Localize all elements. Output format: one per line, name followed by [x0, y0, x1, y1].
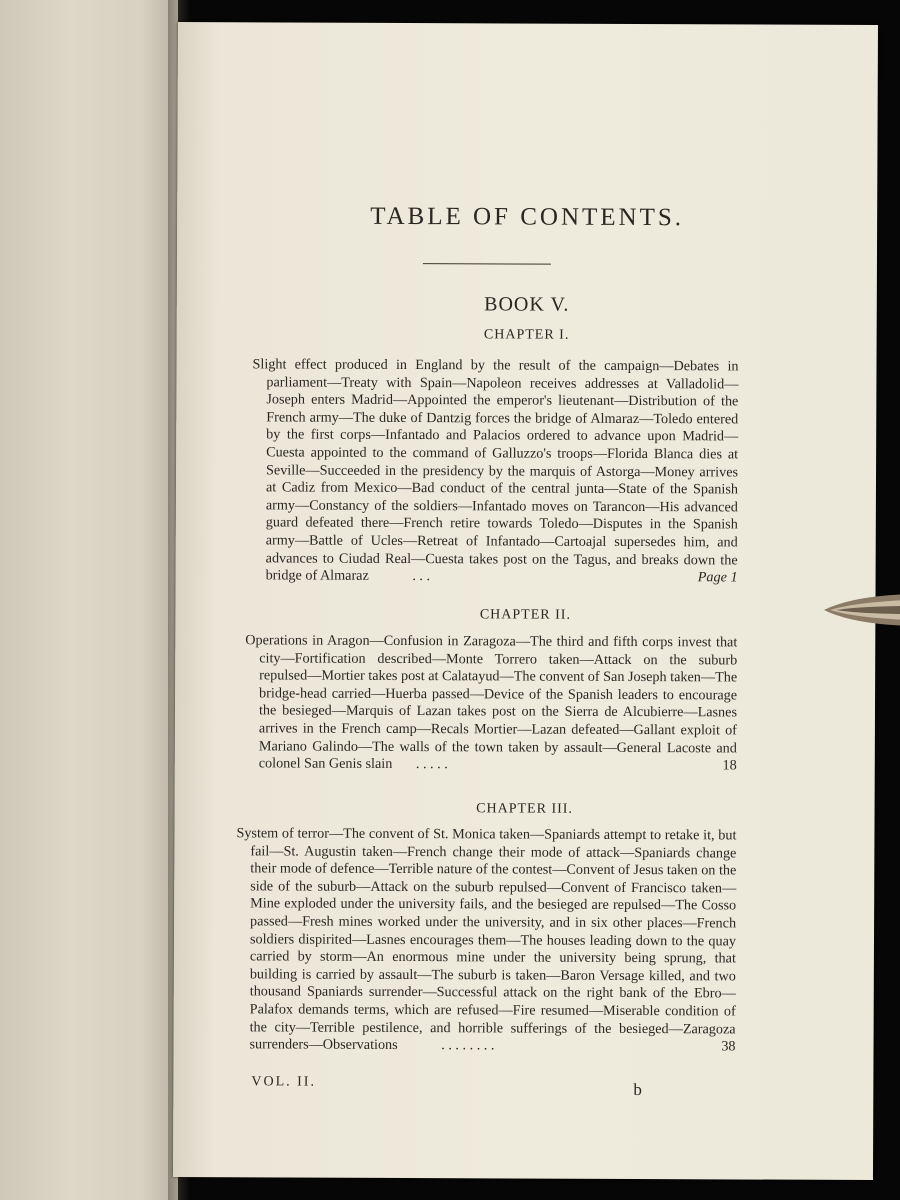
chapter-summary — [252, 356, 739, 587]
dot-leader: . . . . . . . . — [441, 1037, 495, 1054]
chapter-heading: CHAPTER I. — [483, 327, 570, 343]
chapter-summary — [235, 825, 736, 1056]
page-reference: Page 1 — [697, 569, 738, 586]
volume-mark: VOL. II. — [251, 1074, 317, 1090]
chapter-heading: CHAPTER II. — [479, 607, 572, 623]
right-page — [173, 22, 878, 1180]
signature-mark: b — [633, 1079, 642, 1100]
chapter-summary-text: System of terror—The convent of St. Monica taken—Spaniards attempt to retake it, but fail—St. Augustin taken—French change their mode of attack—Spaniards change their mode of defence—Terrible nature of the contest—Convent of Jesus taken on the side of the suburb—Attack on the suburb repulsed—Convent of Francisco taken—Mine exploded under the university fails, and the besieged are repulsed—The Cosso passed—Fresh mines worked under the university, and in six other places—French soldiers dispirited—Lasnes encourages them—The houses leading down to the quay carried by storm—An enormous mine under the university being sprung, that building is carried by assault—The suburb is taken—Baron Versage killed, and two thousand Spaniards surrender—Successful attack on the right bank of the Ebro—Palafox demands terms, which are refused—Fire resumed—Miserable condition of the city—Terrible pestilence, and horrible sufferings of the besieged—Zaragoza surrenders—Observations — [236, 825, 737, 1054]
chapter-summary-text: Slight effect produced in England by the result of the campaign—Debates in parliament—Treaty with Spain—Napoleon receives addresses at Valladolid—Joseph enters Madrid—Appointed the emperor's lieutenant—Distribution of the French army—The duke of Dantzig forces the bridge of Almaraz—Toledo entered by the first corps—Infantado and Palacios ordered to advance upon Madrid—Cuesta appointed to the command of Galluzzo's troops—Florida Blanca dies at Seville—Succeeded in the presidency by the marquis of Astorga—Money arrives at Cadiz from Mexico—Bad conduct of the central junta—State of the Spanish army—Constancy of the soldiers—Infantado moves on Tarancon—His advanced guard defeated there—French retire towards Toledo—Disputes in the Spanish army—Battle of Ucles—Retreat of Infantado—Cartoajal supersedes him, and advances to Ciudad Real—Cuesta takes post on the Tagus, and breaks down the bridge of Almaraz — [252, 356, 739, 584]
dot-leader: . . . . . — [415, 756, 448, 773]
chapter-summary — [245, 632, 738, 775]
chapter-heading: CHAPTER III. — [476, 801, 573, 817]
chapter-summary-text: Operations in Aragon—Confusion in Zaragoza—The third and fifth corps invest that city—Fortification described—Monte Torrero taken—Attack on the suburb repulsed—Mortier takes post at Calatayud—The convent of San Joseph taken—The bridge-head carried—Huerba passed—Device of the Spanish leaders to encourage the besieged—Marquis of Lazan takes post on the Sierra de Alcubierre—Lasnes arrives in the French camp—Recals Mortier—Lazan defeated—Gallant exploit of Mariano Galindo—The walls of the town taken by assault—General Lacoste and colonel San Genis slain — [245, 632, 738, 773]
ribbon-bookmark-icon — [822, 590, 900, 630]
page-title: TABLE OF CONTENTS. — [370, 202, 685, 232]
dot-leader: . . . — [412, 568, 431, 585]
title-rule — [423, 263, 551, 265]
book-heading: BOOK V. — [484, 293, 570, 316]
left-page — [0, 0, 178, 1200]
